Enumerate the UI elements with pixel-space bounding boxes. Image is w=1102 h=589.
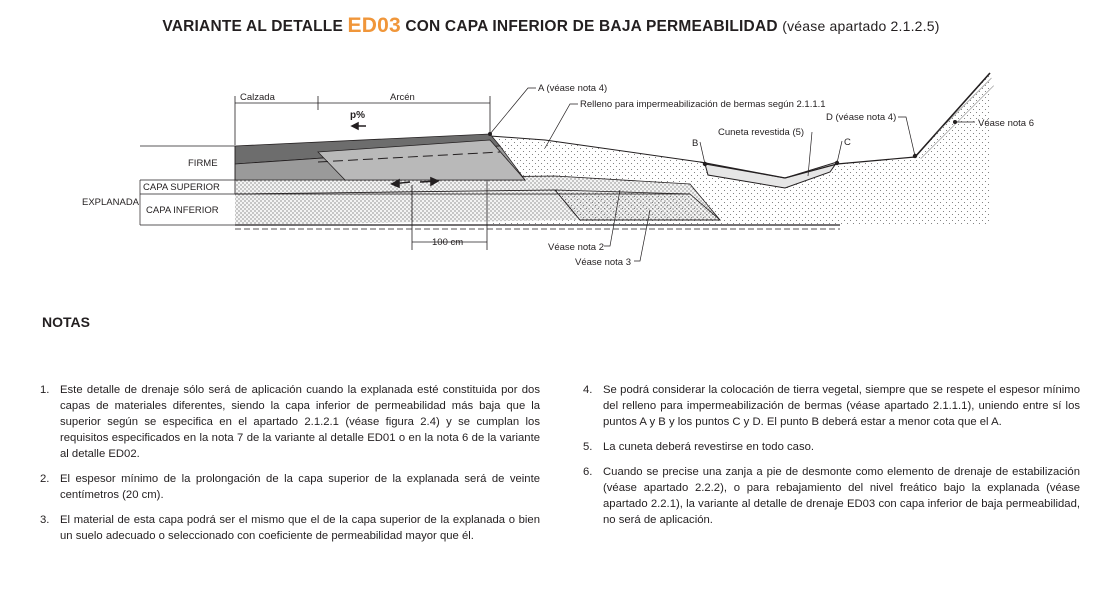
note-number: 5. <box>583 441 593 453</box>
note-text: Este detalle de drenaje sólo será de aplicación cuando la explanada esté constituida por dos capas de materiales diferentes, siendo la capa inferior de permeabilidad más baja que la superior según se especifica en el apartado 2.1.2.1 (véase figura 2.4) y se cumplan los requisitos especificados en la nota 7 de la variante al detalle ED01 o en la nota 6 de la variante al detalle ED02. <box>60 384 540 460</box>
leader-b <box>700 142 705 164</box>
point-d-marker <box>913 154 917 158</box>
notes-left-column <box>40 382 540 553</box>
label-callout-nota3: Véase nota 3 <box>575 257 631 268</box>
label-firme: FIRME <box>188 158 218 169</box>
note-number: 6. <box>583 466 593 478</box>
note-item <box>40 382 540 462</box>
leader-d <box>898 117 915 156</box>
note-text: El material de esta capa podrá ser el mismo que el de la capa superior de la explanada o bien un suelo adecuado o seleccionado con coeficiente de permeabilidad mayor que él. <box>60 514 540 542</box>
label-callout-nota2: Véase nota 2 <box>548 242 604 253</box>
label-calzada: Calzada <box>240 92 275 103</box>
slope-arrow <box>352 123 366 129</box>
note-text: El espesor mínimo de la prolongación de la capa superior de la explanada será de veinte centímetros (20 cm). <box>60 473 540 501</box>
label-point-b: B <box>692 138 699 149</box>
note-item <box>40 471 540 503</box>
notes-heading: NOTAS <box>42 314 90 330</box>
label-dimension: 100 cm <box>432 237 464 248</box>
label-callout-a: A (véase nota 4) <box>538 83 608 94</box>
note-text: Cuando se precise una zanja a pie de desmonte como elemento de drenaje de estabilización (véase apartado 2.2.2), o para rebajamiento del nivel freático bajo la explanada (véase apartado 2.2.1), la variante al detalle de drenaje ED03 con capa inferior de baja permeabilidad, no será de aplicación. <box>603 466 1080 526</box>
label-callout-cuneta: Cuneta revestida (5) <box>718 127 805 138</box>
note-item <box>583 439 1080 455</box>
point-b-marker <box>703 162 707 166</box>
note-number: 4. <box>583 384 593 396</box>
notes-right-column <box>583 382 1080 537</box>
label-capa-inferior: CAPA INFERIOR <box>146 205 219 216</box>
note-item <box>583 464 1080 528</box>
note-number: 3. <box>40 514 50 526</box>
nota6-marker <box>953 120 957 124</box>
capa-inferior-layer <box>235 190 580 225</box>
label-point-c: C <box>844 137 851 148</box>
note-item <box>40 512 540 544</box>
label-callout-relleno: Relleno para impermeabilización de bermas según 2.1.1.1 <box>580 99 826 110</box>
note-text: Se podrá considerar la colocación de tierra vegetal, siempre que se respete el espesor mínimo del relleno para impermeabilización de bermas (véase apartado 2.1.1.1), uniendo entre sí los puntos A y B y los puntos C y D. El punto B deberá estar a menor cota que el A. <box>603 384 1080 428</box>
point-a-marker <box>488 132 492 136</box>
point-c-marker <box>835 161 839 165</box>
label-callout-nota6: Véase nota 6 <box>978 118 1034 129</box>
title-prefix: VARIANTE AL DETALLE <box>162 18 343 35</box>
title-detail-code: ED03 <box>347 14 401 37</box>
note-number: 1. <box>40 384 50 396</box>
label-capa-superior: CAPA SUPERIOR <box>143 182 220 193</box>
leader-a <box>490 88 536 134</box>
label-slope: p% <box>350 110 365 121</box>
leader-c <box>837 141 842 163</box>
label-arcen: Arcén <box>390 92 415 103</box>
note-text: La cuneta deberá revestirse en todo caso. <box>603 441 815 453</box>
note-item <box>583 382 1080 430</box>
title-suffix: CON CAPA INFERIOR DE BAJA PERMEABILIDAD <box>405 18 778 35</box>
title-reference: (véase apartado 2.1.2.5) <box>782 18 940 34</box>
note-number: 2. <box>40 473 50 485</box>
label-callout-d: D (véase nota 4) <box>826 112 897 123</box>
label-explanada: EXPLANADA <box>82 197 140 208</box>
